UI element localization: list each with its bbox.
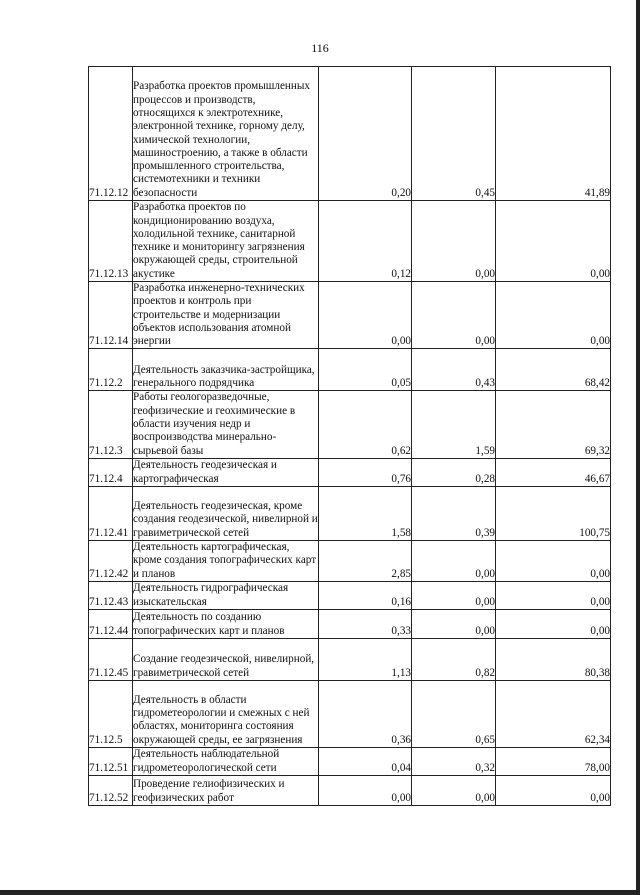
- value-col-2: [412, 609, 496, 638]
- value-col-3: [496, 540, 611, 581]
- value-col-2-text: 0,82: [475, 666, 495, 679]
- value-col-2: [412, 638, 496, 680]
- value-col-3-text: 41,89: [584, 186, 610, 199]
- value-col-1: [319, 458, 412, 486]
- activity-code: 71.12.52: [89, 775, 133, 805]
- value-col-3: [496, 458, 611, 486]
- activity-code: 71.12.41: [89, 486, 133, 540]
- value-col-1-text: 0,00: [391, 791, 411, 804]
- table-row: [89, 201, 611, 282]
- value-col-1: [319, 638, 412, 680]
- value-col-1-text: 0,04: [391, 761, 411, 774]
- value-col-2-text: 0,00: [475, 335, 495, 348]
- value-col-3: [496, 638, 611, 680]
- value-col-2: [412, 680, 496, 747]
- activity-code: 71.12.4: [89, 458, 133, 486]
- activity-name: Деятельность заказчика-застройщика, генерального подрядчика: [133, 349, 319, 391]
- activity-code: 71.12.13: [89, 201, 133, 282]
- activity-name: Деятельность по созданию топографических карт и планов: [133, 609, 319, 638]
- value-col-2: [412, 282, 496, 349]
- activity-name: Разработка проектов по кондиционированию воздуха, холодильной технике, санитарной технике и мониторингу загрязнения окружающей среды, строительной акустике: [133, 201, 319, 282]
- value-col-2-text: 0,00: [475, 567, 495, 580]
- value-col-1-text: 1,13: [391, 666, 411, 679]
- activity-name: Создание геодезической, нивелирной, гравиметрической сетей: [133, 638, 319, 680]
- activity-name: Деятельность гидрографическая изыскательская: [133, 581, 319, 609]
- value-col-2-text: 0,28: [475, 472, 495, 485]
- value-col-1-text: 0,36: [391, 733, 411, 746]
- value-col-1: [319, 775, 412, 805]
- value-col-2-text: 0,45: [475, 186, 495, 199]
- value-col-3-text: 68,42: [584, 377, 610, 390]
- value-col-3-text: 46,67: [584, 472, 610, 485]
- activity-code: 71.12.12: [89, 67, 133, 201]
- value-col-1-text: 0,62: [391, 444, 411, 457]
- value-col-3-text: 0,00: [590, 267, 610, 280]
- activity-name: Деятельность геодезическая и картографическая: [133, 458, 319, 486]
- value-col-1: [319, 747, 412, 775]
- value-col-3-text: 78,00: [584, 761, 610, 774]
- value-col-1-text: 0,76: [391, 472, 411, 485]
- value-col-1-text: 0,33: [391, 624, 411, 637]
- activity-name: Деятельность наблюдательной гидрометеорологической сети: [133, 747, 319, 775]
- table-row: [89, 391, 611, 458]
- activity-name: Деятельность геодезическая, кроме создания геодезической, нивелирной и гравиметрической сетей: [133, 486, 319, 540]
- page-number: 116: [311, 41, 329, 55]
- value-col-1: [319, 581, 412, 609]
- value-col-1-text: 0,05: [391, 377, 411, 390]
- value-col-1: [319, 282, 412, 349]
- value-col-3: [496, 349, 611, 391]
- activity-code: 71.12.44: [89, 609, 133, 638]
- value-col-2-text: 0,00: [475, 791, 495, 804]
- activity-code: 71.12.5: [89, 680, 133, 747]
- table-row: [89, 747, 611, 775]
- activity-name: Деятельность в области гидрометеорологии и смежных с ней областях, мониторинга состояния окружающей среды, ее загрязнения: [133, 680, 319, 747]
- value-col-3-text: 0,00: [590, 624, 610, 637]
- value-col-1-text: 0,00: [391, 335, 411, 348]
- activity-code: 71.12.3: [89, 391, 133, 458]
- value-col-3-text: 62,34: [584, 733, 610, 746]
- table-row: [89, 609, 611, 638]
- value-col-3: [496, 581, 611, 609]
- activity-name: Разработка инженерно-технических проектов и контроль при строительстве и модернизации объектов использования атомной энергии: [133, 282, 319, 349]
- value-col-2: [412, 349, 496, 391]
- activity-code: 71.12.42: [89, 540, 133, 581]
- value-col-3-text: 0,00: [590, 567, 610, 580]
- value-col-2-text: 0,00: [475, 624, 495, 637]
- table-row: [89, 458, 611, 486]
- value-col-3: [496, 775, 611, 805]
- table-row: [89, 349, 611, 391]
- value-col-2-text: 0,00: [475, 595, 495, 608]
- table-row: [89, 540, 611, 581]
- value-col-1: [319, 349, 412, 391]
- activity-name: Деятельность картографическая, кроме создания топографических карт и планов: [133, 540, 319, 581]
- value-col-2: [412, 540, 496, 581]
- value-col-2-text: 0,00: [475, 267, 495, 280]
- value-col-1: [319, 540, 412, 581]
- value-col-2-text: 0,32: [475, 761, 495, 774]
- value-col-2-text: 0,43: [475, 377, 495, 390]
- activity-code: 71.12.45: [89, 638, 133, 680]
- value-col-1-text: 1,58: [391, 526, 411, 539]
- value-col-3: [496, 747, 611, 775]
- value-col-3: [496, 201, 611, 282]
- value-col-3-text: 0,00: [590, 595, 610, 608]
- value-col-3: [496, 67, 611, 201]
- activity-code: 71.12.2: [89, 349, 133, 391]
- activity-code: 71.12.43: [89, 581, 133, 609]
- value-col-2: [412, 201, 496, 282]
- value-col-1: [319, 67, 412, 201]
- table-row: [89, 775, 611, 805]
- value-col-1: [319, 680, 412, 747]
- statistics-table: [88, 66, 611, 806]
- value-col-3: [496, 609, 611, 638]
- value-col-3-text: 80,38: [584, 666, 610, 679]
- table-row: [89, 67, 611, 201]
- value-col-3: [496, 391, 611, 458]
- table-row: [89, 638, 611, 680]
- value-col-2: [412, 775, 496, 805]
- value-col-1-text: 0,16: [391, 595, 411, 608]
- table-row: [89, 486, 611, 540]
- value-col-2: [412, 747, 496, 775]
- scan-edge-right: [636, 0, 640, 895]
- activity-name: Проведение гелиофизических и геофизических работ: [133, 775, 319, 805]
- value-col-1: [319, 486, 412, 540]
- value-col-1-text: 0,12: [391, 267, 411, 280]
- value-col-3: [496, 486, 611, 540]
- value-col-2: [412, 67, 496, 201]
- value-col-2: [412, 391, 496, 458]
- value-col-2: [412, 486, 496, 540]
- value-col-3: [496, 282, 611, 349]
- value-col-2: [412, 581, 496, 609]
- value-col-3-text: 69,32: [584, 444, 610, 457]
- value-col-1: [319, 391, 412, 458]
- table-row: [89, 581, 611, 609]
- scan-edge-bottom: [0, 890, 640, 895]
- activity-code: 71.12.51: [89, 747, 133, 775]
- activity-code: 71.12.14: [89, 282, 133, 349]
- value-col-3-text: 0,00: [590, 791, 610, 804]
- value-col-1: [319, 609, 412, 638]
- value-col-3-text: 100,75: [579, 526, 610, 539]
- value-col-2-text: 0,65: [475, 733, 495, 746]
- value-col-2-text: 1,59: [475, 444, 495, 457]
- value-col-2: [412, 458, 496, 486]
- table-row: [89, 282, 611, 349]
- value-col-3: [496, 680, 611, 747]
- value-col-2-text: 0,39: [475, 526, 495, 539]
- activity-name: Работы геологоразведочные, геофизические и геохимические в области изучения недр и воспроизводства минерально-сырьевой базы: [133, 391, 319, 458]
- value-col-1: [319, 201, 412, 282]
- value-col-1-text: 0,20: [391, 186, 411, 199]
- value-col-3-text: 0,00: [590, 335, 610, 348]
- value-col-1-text: 2,85: [391, 567, 411, 580]
- activity-name: Разработка проектов промышленных процессов и производств, относящихся к электротехнике, электронной технике, горному делу, химической технологии, машиностроению, а также в области промышленного строительства, системотехники и техники безопасности: [133, 67, 319, 201]
- table-row: [89, 680, 611, 747]
